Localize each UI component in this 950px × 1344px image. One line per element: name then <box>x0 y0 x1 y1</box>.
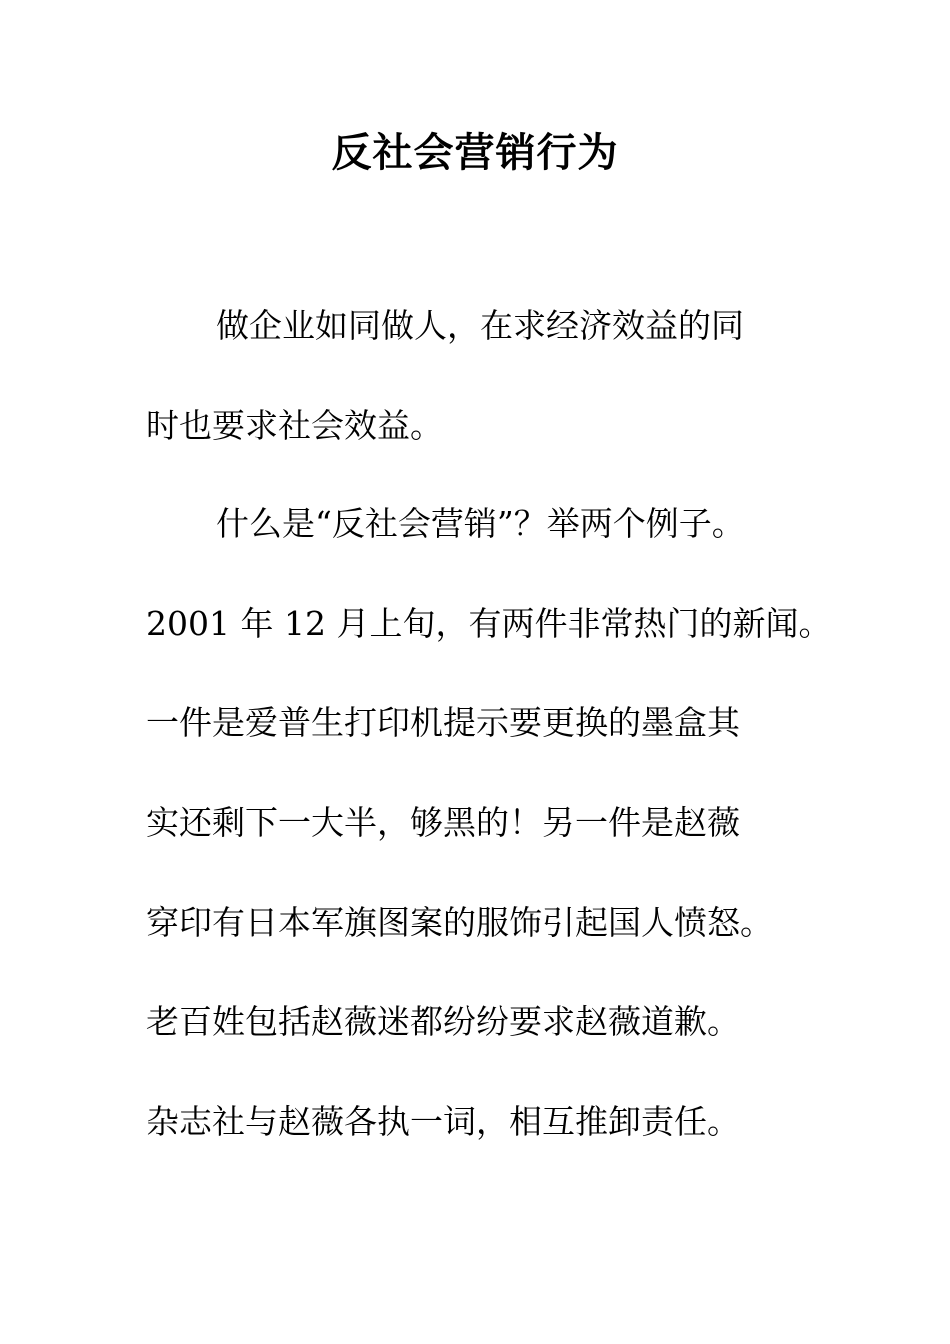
paragraph-line: 一件是爱普生打印机提示要更换的墨盒其 <box>146 703 740 742</box>
paragraph-line: 时也要求社会效益。 <box>146 406 443 445</box>
document-title: 反社会营销行为 <box>331 129 619 176</box>
paragraph-line: 杂志社与赵薇各执一词，相互推卸责任。 <box>146 1102 740 1141</box>
paragraph-line: 什么是“反社会营销”？举两个例子。 <box>216 504 745 543</box>
paragraph-line: 老百姓包括赵薇迷都纷纷要求赵薇道歉。 <box>146 1002 740 1041</box>
paragraph-line: 2001 年 12 月上旬，有两件非常热门的新闻。 <box>146 604 832 643</box>
paragraph-line: 实还剩下一大半，够黑的！另一件是赵薇 <box>146 803 740 842</box>
paragraph-line: 做企业如同做人，在求经济效益的同 <box>216 306 744 345</box>
paragraph-line: 穿印有日本军旗图案的服饰引起国人愤怒。 <box>146 903 773 942</box>
